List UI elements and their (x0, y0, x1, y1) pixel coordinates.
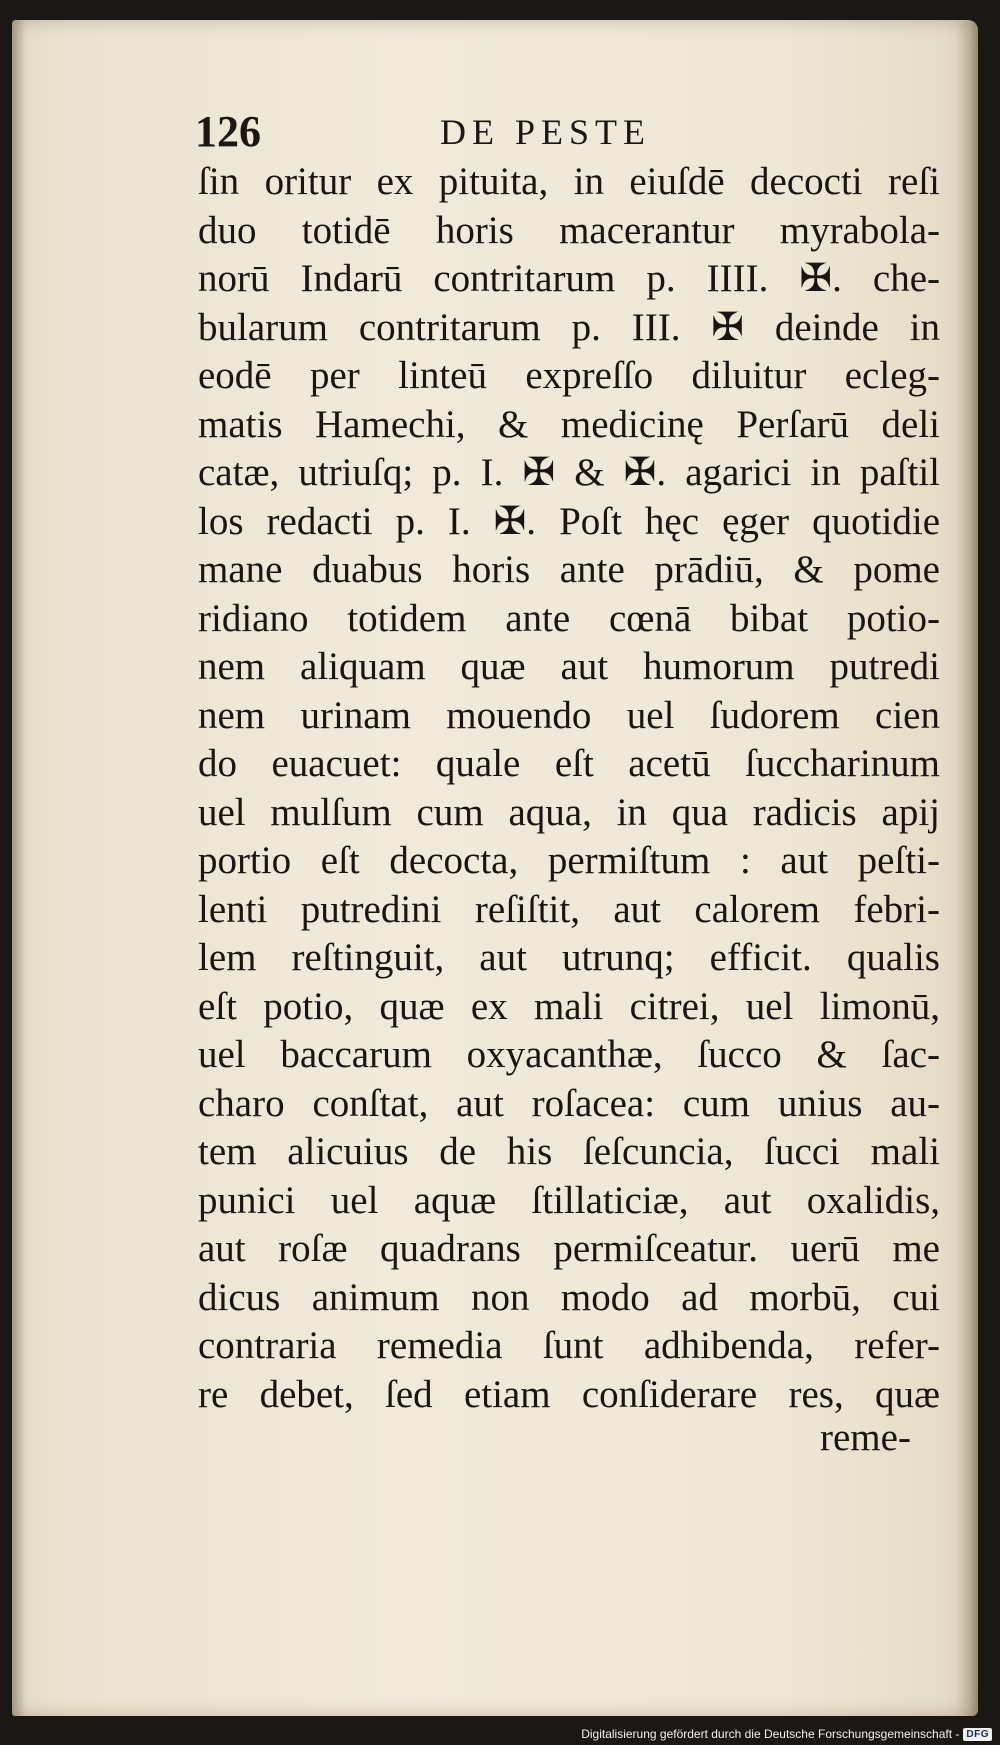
text-line: ſin oritur ex pituita, in eiuſdē decocti reſi (198, 160, 940, 203)
text-line: matis Hamechi, & medicinę Perſarū deli (198, 402, 940, 446)
catchword: reme- (820, 1416, 911, 1459)
text-line: do euacuet: quale eſt acetū ſuccharinum (198, 742, 940, 785)
text-line: eſt potio, quæ ex mali citrei, uel limonū, (198, 984, 940, 1028)
text-line: uel mulſum cum aqua, in qua radicis apij (198, 790, 940, 834)
text-line: los redacti p. I. ✠. Poſt hęc ęger quotidie (198, 499, 940, 543)
text-line: bularum contritarum p. III. ✠ deinde in (198, 305, 940, 349)
digitization-credit (581, 1727, 992, 1741)
text-line: nem aliquam quæ aut humorum putredi (198, 645, 940, 688)
text-line: contraria remedia ſunt adhibenda, refer- (198, 1324, 940, 1367)
page-gutter-shadow (12, 20, 26, 1716)
text-line: charo conſtat, aut roſacea: cum unius au- (198, 1081, 940, 1125)
text-line: norū Indarū contritarum p. IIII. ✠. che- (198, 257, 940, 300)
text-line: nem urinam mouendo uel ſudorem cien (198, 693, 940, 737)
credit-text: Digitalisierung gefördert durch die Deutsche Forschungsgemeinschaft - (581, 1727, 960, 1741)
dfg-logo-icon: DFG (963, 1728, 992, 1741)
text-line: punici uel aquæ ſtillaticiæ, aut oxalidis, (198, 1178, 940, 1222)
text-line: eodē per linteū expreſſo diluitur ecleg- (198, 354, 940, 397)
text-line: lem reſtinguit, aut utrunq; efficit. qualis (198, 936, 940, 979)
text-line: mane duabus horis ante prādiū, & pome (198, 548, 940, 591)
text-line: uel baccarum oxyacanthæ, ſucco & ſac- (198, 1033, 940, 1076)
text-line: lenti putredini reſiſtit, aut calorem febri- (198, 887, 940, 931)
text-line: duo totidē horis macerantur myrabola- (198, 208, 940, 252)
text-line: portio eſt decocta, permiſtum : aut peſti- (198, 839, 940, 882)
body-text (198, 158, 940, 1419)
text-line: ridiano totidem ante cœnā bibat potio- (198, 596, 940, 640)
page-edge-shadow (956, 20, 978, 1716)
running-title: DE PESTE (440, 112, 652, 152)
text-line: tem alicuius de his ſeſcuncia, ſucci mali (198, 1130, 940, 1173)
text-line: catæ, utriuſq; p. I. ✠ & ✠. agarici in paſtil (198, 451, 940, 494)
text-line: re debet, ſed etiam conſiderare res, quæ (198, 1372, 940, 1416)
folio-number: 126 (195, 107, 261, 156)
text-line: aut roſæ quadrans permiſceatur. uerū me (198, 1227, 940, 1270)
text-line: dicus animum non modo ad morbū, cui (198, 1275, 940, 1319)
